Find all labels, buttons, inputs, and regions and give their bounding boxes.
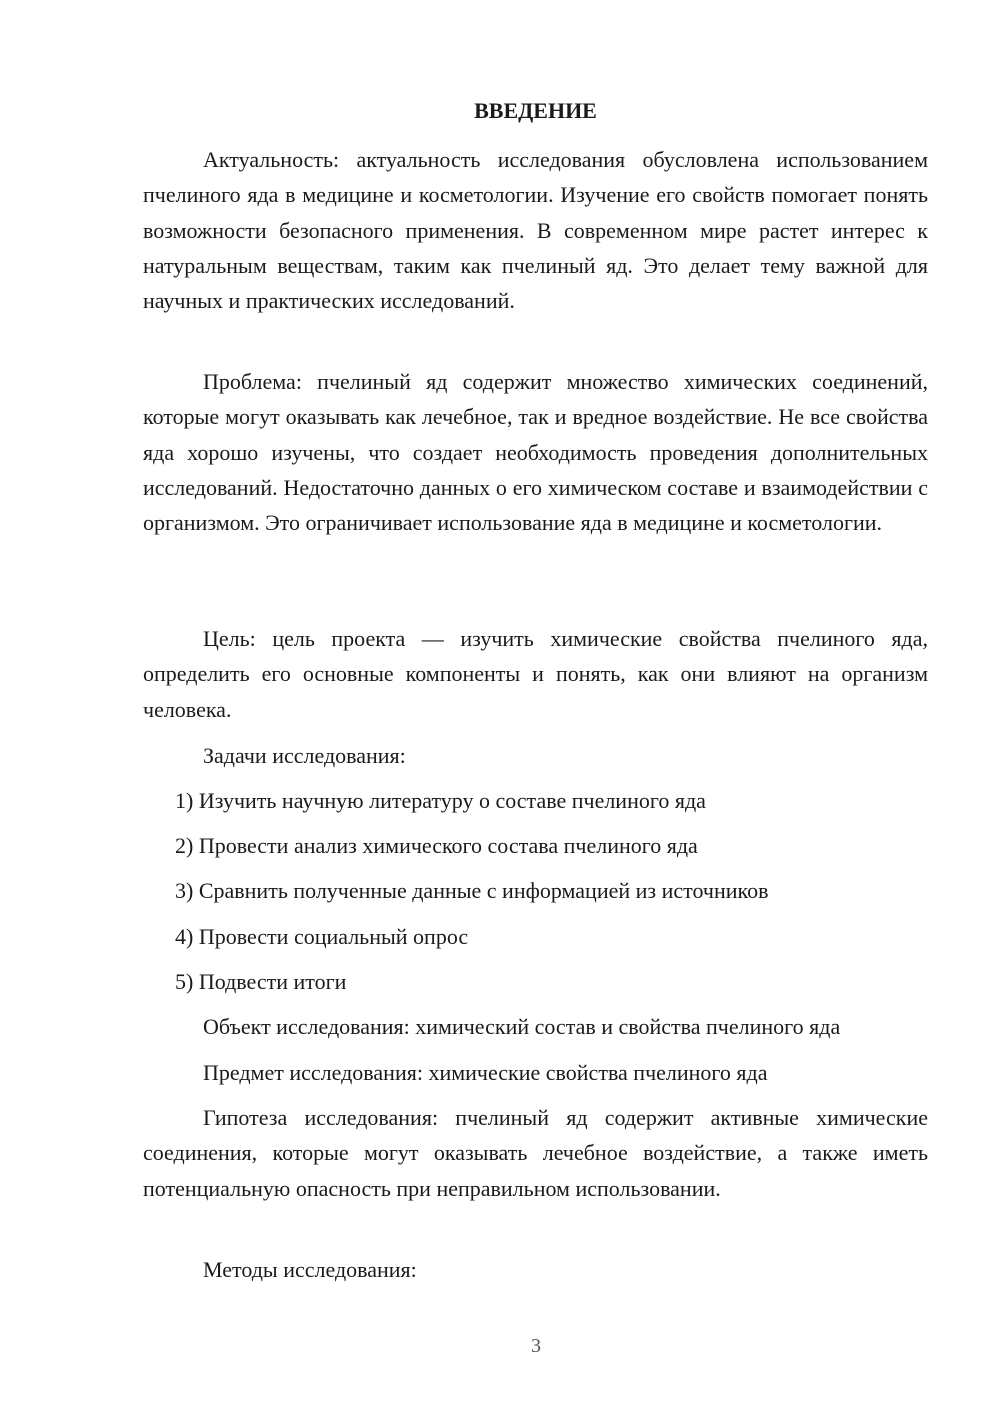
paragraph-goal: Цель: цель проекта — изучить химические свойства пчелиного яда, определить его основные компоненты и понять, как они влияют на организм человека. xyxy=(143,626,928,722)
research-object: Объект исследования: химический состав и свойства пчелиного яда xyxy=(203,1014,841,1039)
paragraph-hypothesis: Гипотеза исследования: пчелиный яд содержит активные химические соединения, которые могут оказывать лечебное воздействие, а также иметь потенциальную опасность при неправильном использовании. xyxy=(143,1105,928,1201)
list-item: 1) Изучить научную литературу о составе пчелиного яда xyxy=(175,788,706,813)
paragraph-relevance: Актуальность: актуальность исследования обусловлена использованием пчелиного яда в медицине и косметологии. Изучение его свойств помогает понять возможности безопасного применения. В современном мире растет интерес к натуральным веществам, таким как пчелиный яд. Это делает тему важной для научных и практических исследований. xyxy=(143,147,928,314)
list-item: 5) Подвести итоги xyxy=(175,969,347,994)
paragraph-problem: Проблема: пчелиный яд содержит множество химических соединений, которые могут оказывать как лечебное, так и вредное воздействие. Не все свойства яда хорошо изучены, что создает необходимость проведения дополнительных исследований. Недостаточно данных о его химическом составе и взаимодействии с организмом. Это ограничивает использование яда в медицине и косметологии. xyxy=(143,369,928,536)
list-item: 3) Сравнить полученные данные с информацией из источников xyxy=(175,878,769,903)
page-number: 3 xyxy=(531,1335,541,1357)
research-subject: Предмет исследования: химические свойства пчелиного яда xyxy=(203,1060,768,1085)
methods-title: Методы исследования: xyxy=(203,1257,417,1282)
tasks-title: Задачи исследования: xyxy=(203,743,406,768)
list-item: 2) Провести анализ химического состава пчелиного яда xyxy=(175,833,698,858)
list-item: 4) Провести социальный опрос xyxy=(175,924,469,949)
page-title: ВВЕДЕНИЕ xyxy=(474,98,597,123)
